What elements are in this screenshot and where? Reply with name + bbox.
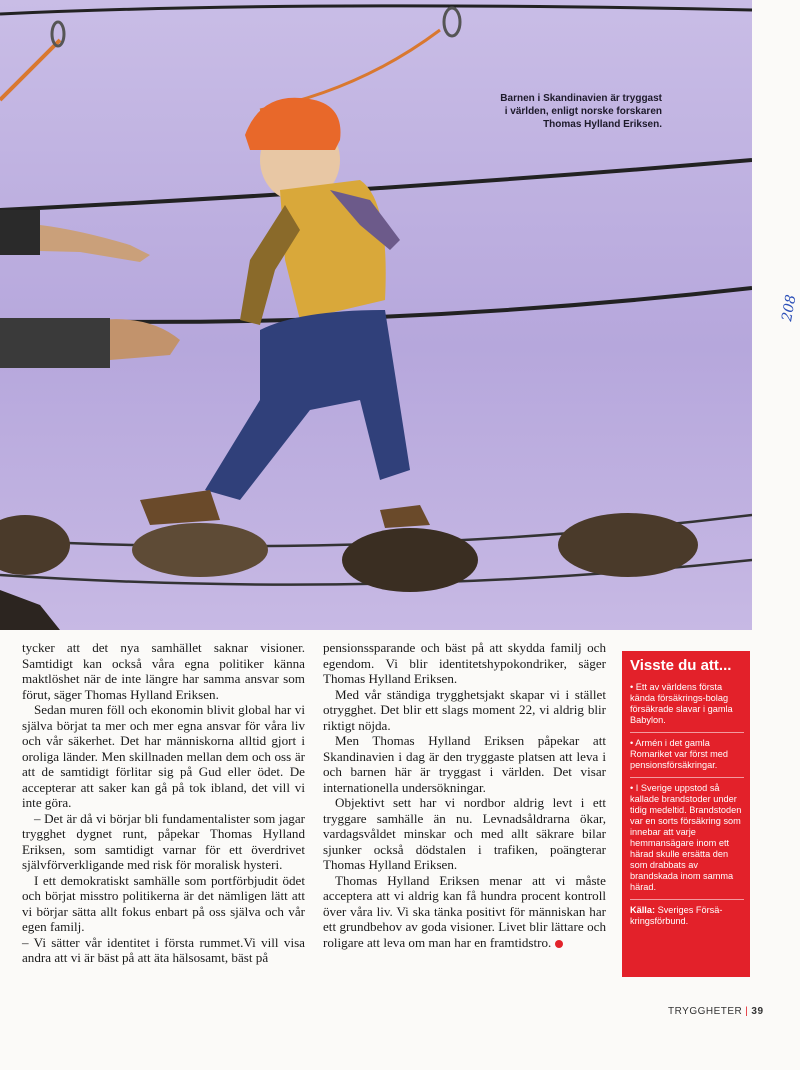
paragraph: – Det är då vi börjar bli fundamentalister som jagar trygghet dygnet runt, påpekar Thomas Hylland Eriksen, som samtidigt varnar för ett överdrivet självförverkligande med risk för moralisk hysteri. [22,810,305,872]
orange-rope [0,40,60,100]
article-column-2 [323,640,606,950]
end-mark-icon [555,940,563,948]
carabiner-icon [444,8,460,36]
footer-separator: | [745,1006,749,1017]
photo-caption [432,92,662,131]
fact-box-title: Visste du att... [630,657,732,674]
page-number: 39 [751,1006,764,1017]
paragraph: Men Thomas Hylland Eriksen påpekar att Skandinavien i dag är den tryggaste platsen att leva i och barnen här är tryggast i världen. Det visar internationella undersökningar. [323,733,606,795]
caption-line: Barnen i Skandinavien är tryggast [500,93,662,104]
adult-sleeve-upper [0,210,40,255]
fact-item: • I Sverige uppstod så kallade brandstoder under tidig medeltid. Brandstoden var en sorts försäkring som innebar att varje hemmansägare inom ett härad skulle ersätta den som drabbats av brandskada inom samma härad. [630,777,744,893]
paragraph: Med vår ständiga trygghetsjakt skapar vi i stället otrygghet. Det blir ett slags moment 22, vi aldrig blir riktigt nöjda. [323,686,606,733]
caption-line: Thomas Hylland Eriksen. [543,119,662,130]
disc-1 [0,515,70,575]
paragraph: – Vi sätter vår identitet i första rummet.Vi vill visa andra att vi är bäst på att äta hälsosamt, bäst på [22,934,305,965]
safety-line [260,30,440,110]
source-label: Källa: [630,905,656,915]
disc-edge [0,590,60,630]
caption-line: i världen, enligt norske forskaren [504,106,662,117]
disc-2 [132,523,268,577]
source-text: Sveriges Försä-kringsförbund. [630,905,723,926]
paragraph: tycker att det nya samhället saknar visioner. Samtidigt kan också våra egna politiker känna maktlöshet när de inte längre har samma ansvar som förut, säger Thomas Hylland Eriksen. [22,640,305,702]
adult-sleeve-lower [0,318,110,368]
paragraph: I ett demokratiskt samhälle som portförbjudit ödet och börjat misstro politikerna är det nämligen lätt att vi börjar sätta allt fokus enbart på oss själva och vår egen familj. [22,872,305,934]
page-footer [668,1006,764,1017]
paragraph-final [323,873,606,951]
fact-item: • Armén i det gamla Romariket var först med pensionsförsäkringar. [630,732,744,771]
child-shoe-left [140,490,220,525]
fact-source [630,899,744,927]
paragraph-text: Thomas Hylland Eriksen menar att vi måste acceptera att vi aldrig kan få hundra procent kontroll över våra liv. Vi ska tänka positivt för människan har ett grundbehov av goda visioner. Livet blir lättare och roligare att leva om man har en framtidstro. [323,872,606,950]
fact-item: • Ett av världens första kända försäkrings-bolag försäkrade slavar i gamla Babylon. [630,682,733,725]
fact-box [622,651,750,977]
helmet-icon [245,98,341,150]
section-name: TRYGGHETER [668,1006,743,1017]
disc-3 [342,528,478,592]
handwritten-note: 208 [779,293,800,323]
paragraph: pensionssparande och bäst på att skydda familj och egendom. Vi blir identitetshypokondriker, säger Thomas Hylland Eriksen. [323,640,606,686]
disc-4 [558,513,698,577]
child-shoe-right [380,505,430,528]
paragraph: Objektivt sett har vi nordbor aldrig levt i ett tryggare samhälle än nu. Levnadsåldrarna ökar, vardagsvåldet minskar och med allt säkrare bilar sjunker också dödstalen i trafiken, poängterar Thomas Hylland Eriksen. [323,795,606,872]
rope-top [0,6,752,14]
article-column-1 [22,640,305,966]
child-trousers [205,310,410,500]
paragraph: Sedan muren föll och ekonomin blivit global har vi själva börjat ta mer och mer egna ansvar för våra liv och vår säkerhet. Det har människorna alltid gjort i oroliga länder. Men skillnaden mellan dem och oss är att de samtidigt förlitar sig på Gud eller ödet. De accepterar att saker kan gå på tok ibland, det vill vi inte göra. [22,702,305,810]
